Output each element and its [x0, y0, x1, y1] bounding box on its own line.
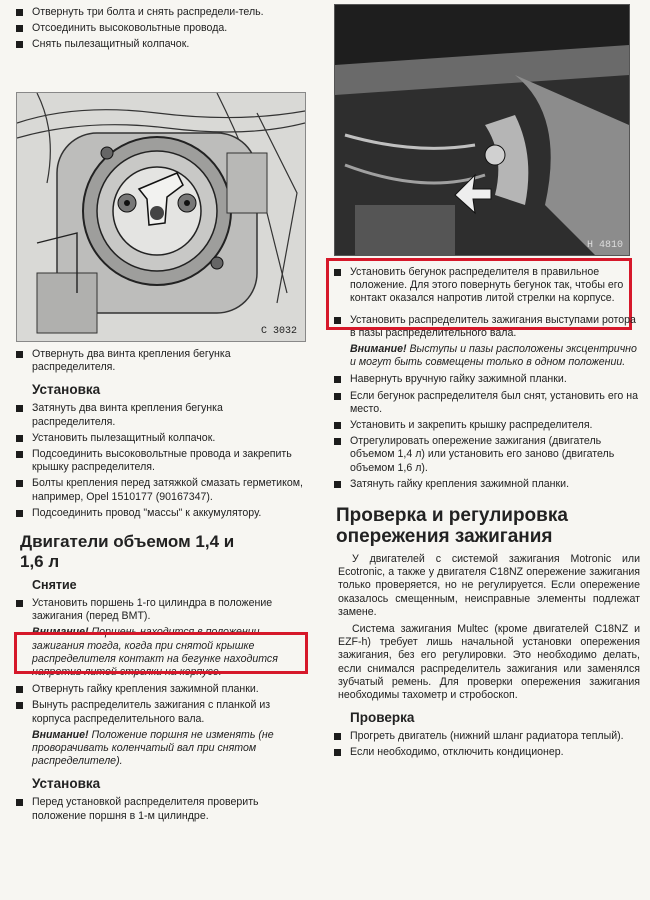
note-label: Внимание! — [350, 343, 407, 356]
list-item: Болты крепления перед затяжкой смазать герметиком, например, Opel 1510177 (90167347). — [12, 477, 308, 503]
left-top-list — [12, 6, 308, 52]
highlight-box-left — [14, 632, 308, 674]
list-item: Отсоединить высоковольтные провода. — [12, 22, 308, 35]
left-column — [12, 0, 308, 55]
removal-heading: Снятие — [32, 578, 77, 593]
list-item: Установить пылезащитный колпачок. — [12, 432, 308, 445]
list-item: Если необходимо, отключить кондиционер. — [330, 746, 640, 759]
note-label: Внимание! — [32, 728, 89, 741]
list-item: Отвернуть три болта и снять распредели-тель. — [12, 6, 308, 19]
figure-label: C 3032 — [260, 326, 297, 337]
engine-heading: Двигатели объемом 1,4 и 1,6 л — [20, 532, 235, 572]
list-item: Перед установкой распределителя проверить положение поршня в 1-м цилиндре. — [12, 796, 308, 822]
install2-list — [12, 796, 308, 822]
check-list — [330, 730, 640, 759]
note-text: Положение поршня не изменять (не проворачивать коленчатый вал при снятом распределителе). — [32, 728, 274, 768]
check-heading: Проверка — [350, 710, 415, 726]
list-item: Подсоединить высоковольтные провода и закрепить крышку распределителя. — [12, 448, 308, 474]
note-2 — [12, 729, 308, 769]
list-item: Отрегулировать опережение зажигания (двигатель объемом 1,4 л) или установить его заново (двигатель объемом 1,6 л). — [330, 435, 640, 475]
list-item: Затянуть два винта крепления бегунка распределителя. — [12, 402, 308, 428]
distributor-photo — [334, 4, 630, 256]
right-boxed-list — [330, 266, 640, 306]
list-item: Установить и закрепить крышку распределителя. — [330, 419, 640, 432]
list-item-highlighted: Установить поршень 1-го цилиндра в положение зажигания (перед ВМТ). — [12, 597, 308, 623]
paragraph: У двигателей с системой зажигания Motronic или Ecotronic, а также у двигателя C18NZ опережение зажигания только проверяется, но не регулируется. Если опережение оказалось смещенным, неисправные элементы подлежат замене. — [338, 553, 640, 618]
list-item: Отвернуть гайку крепления зажимной планки. — [12, 683, 308, 696]
note-text: Поршень находится в положении зажигания тогда, когда при снятой крышке распределителя контакт на бегунке находится напротив литой стрелки на корпусе. — [32, 626, 278, 679]
removal-list-1 — [12, 597, 308, 623]
distributor-drawing — [17, 93, 305, 341]
after-figure-list — [12, 348, 308, 374]
distributor-photo-drawing — [335, 5, 629, 255]
list-item: Прогреть двигатель (нижний шланг радиатора теплый). — [330, 730, 640, 743]
list-item: Если бегунок распределителя был снят, установить его на место. — [330, 390, 640, 416]
install-list — [12, 402, 308, 520]
list-item: Отвернуть два винта крепления бегунка распределителя. — [12, 348, 308, 374]
note-label: Внимание! — [32, 626, 89, 639]
list-item: Навернуть вручную гайку зажимной планки. — [330, 373, 640, 386]
left-column-lower — [12, 348, 308, 826]
install-heading: Установка — [32, 382, 101, 398]
right-column — [330, 266, 640, 763]
list-item: Установить распределитель зажигания выступами ротора в пазы распределительного вала. — [330, 314, 640, 340]
list-item: Вынуть распределитель зажигания с планкой из корпуса распределительного вала. — [12, 699, 308, 725]
distributor-figure — [16, 92, 306, 342]
figure-label: H 4810 — [586, 240, 623, 251]
note-right — [330, 343, 640, 369]
section-heading: Проверка и регулировка опережения зажигания — [336, 505, 568, 548]
note-text: Выступы и пазы расположены эксцентрично и могут быть совмещены только в одном положении. — [350, 343, 637, 369]
removal-list-2 — [12, 683, 308, 726]
list-item: Подсоединить провод "массы" к аккумулятору. — [12, 507, 308, 520]
right-list-2 — [330, 373, 640, 491]
list-item: Снять пылезащитный колпачок. — [12, 38, 308, 51]
list-item-highlighted: Установить бегунок распределителя в правильное положение. Для этого повернуть бегунок так, чтобы его контакт оказался напротив литой стрелки на корпусе. — [330, 266, 640, 306]
paragraph: Система зажигания Multec (кроме двигателей C18NZ и EZF-h) требует лишь начальной установки опережения зажигания, без его регулировки. Это необходимо делать, если снимался распределитель зажигания или заменялся зубчатый ремень. Для проверки опережения зажигания необходимы тахометр и стробоскоп. — [338, 623, 640, 702]
right-list-1 — [330, 314, 640, 340]
install2-heading: Установка — [32, 776, 101, 792]
list-item: Затянуть гайку крепления зажимной планки. — [330, 478, 640, 491]
